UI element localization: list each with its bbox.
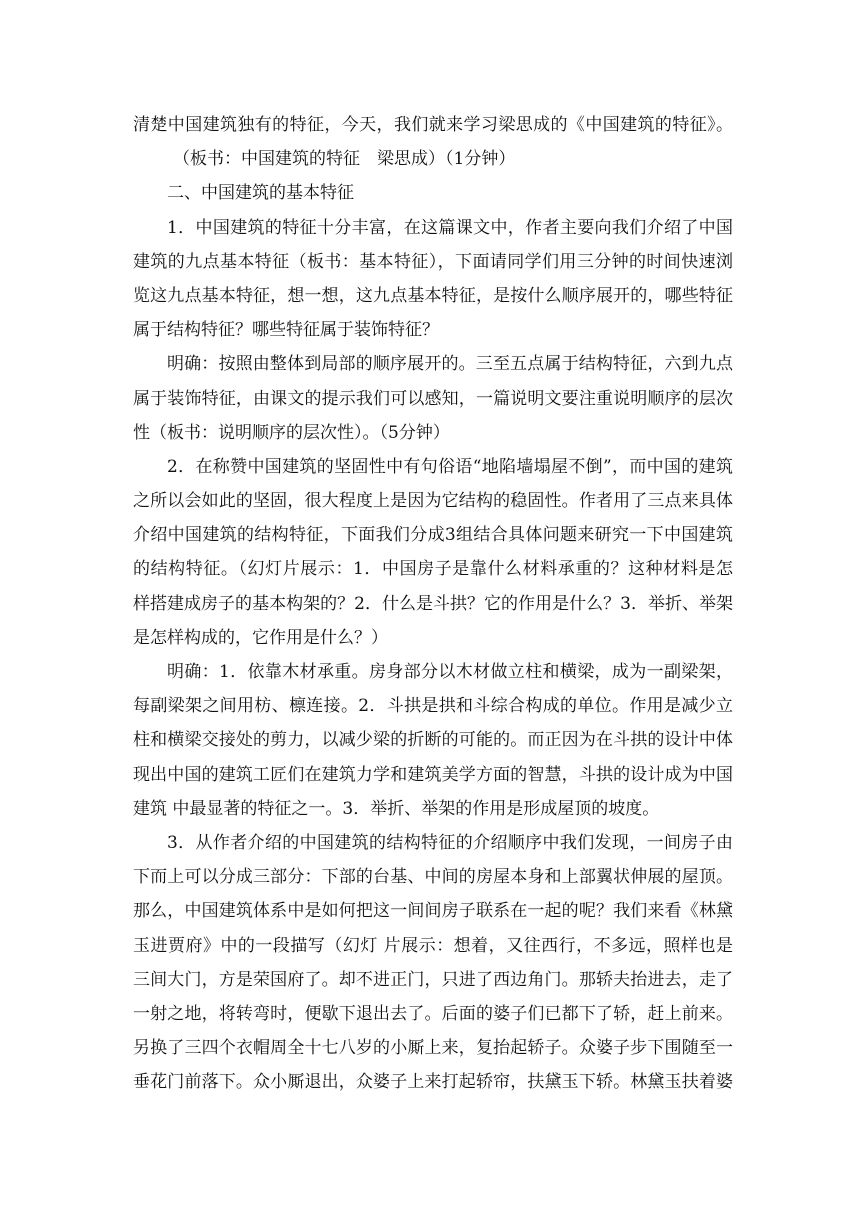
text-line: 那么，中国建筑体系中是如何把这一间间房子联系在一起的呢？我们来看《林黛 — [133, 901, 733, 922]
text-line: 介绍中国建筑的结构特征，下面我们分成3组结合具体问题来研究一下中国建筑 — [133, 525, 733, 546]
text-line: 三间大门，方是荣国府了。却不进正门，只进了西边角门。那轿夫抬进去，走了 — [133, 969, 733, 990]
text-line: 垂花门前落下。众小厮退出，众婆子上来打起轿帘，扶黛玉下轿。林黛玉扶着婆 — [133, 1072, 733, 1093]
text-line: 另换了三四个衣帽周全十七八岁的小厮上来，复抬起轿子。众婆子步下围随至一 — [133, 1038, 733, 1059]
text-line: 下而上可以分成三部分：下部的台基、中间的房屋本身和上部翼状伸展的屋顶。 — [133, 867, 733, 888]
text-line: 是怎样构成的，它作用是什么？） — [133, 627, 388, 648]
text-line: 清楚中国建筑独有的特征，今天，我们就来学习梁思成的《中国建筑的特征》。 — [133, 115, 733, 135]
text-line: 3．从作者介绍的中国建筑的结构特征的介绍顺序中我们发现，一间房子由 — [167, 832, 733, 853]
section-heading: 二、中国建筑的基本特征 — [167, 183, 354, 204]
text-line: 每副梁架之间用枋、檩连接。2．斗拱是拱和斗综合构成的单位。作用是减少立 — [133, 696, 733, 717]
text-line: 建筑 中最显著的特征之一。3．举折、举架的作用是形成屋顶的坡度。 — [133, 798, 660, 819]
text-line: 柱和横梁交接处的剪力，以减少梁的折断的可能的。而正因为在斗拱的设计中体 — [133, 730, 733, 751]
text-line: 2．在称赞中国建筑的坚固性中有句俗语“地陷墙塌屋不倒”，而中国的建筑 — [167, 456, 733, 477]
text-line: 现出中国的建筑工匠们在建筑力学和建筑美学方面的智慧，斗拱的设计成为中国 — [133, 764, 733, 785]
text-line: 性（板书：说明顺序的层次性）。（5分钟） — [133, 422, 450, 443]
text-line: 1．中国建筑的特征十分丰富，在这篇课文中，作者主要向我们介绍了中国 — [167, 217, 733, 238]
text-line: 属于装饰特征，由课文的提示我们可以感知，一篇说明文要注重说明顺序的层次 — [133, 388, 733, 409]
text-line: 之所以会如此的坚固，很大程度上是因为它结构的稳固性。作者用了三点来具体 — [133, 491, 733, 512]
text-line: 的结构特征。（幻灯片展示：1．中国房子是靠什么材料承重的？这种材料是怎 — [133, 559, 733, 580]
blackboard-note-line: （板书：中国建筑的特征 梁思成）（1分钟） — [173, 149, 516, 170]
text-line: 属于结构特征？哪些特征属于装饰特征？ — [133, 320, 439, 341]
text-line: 样搭建成房子的基本构架的？2．什么是斗拱？它的作用是什么？3．举折、举架 — [133, 593, 733, 614]
text-line: 玉进贾府》中的一段描写（幻灯 片展示：想着，又往西行，不多远，照样也是 — [133, 935, 733, 956]
text-line: 明确：1．依靠木材承重。房身部分以木材做立柱和横梁，成为一副梁架， — [167, 662, 733, 682]
text-line: 一射之地，将转弯时，便歇下退出去了。后面的婆子们已都下了轿，赶上前来。 — [133, 1003, 733, 1024]
text-line: 览这九点基本特征，想一想，这九点基本特征，是按什么顺序展开的，哪些特征 — [133, 285, 733, 306]
text-line: 建筑的九点基本特征（板书：基本特征），下面请同学们用三分钟的时间快速浏 — [133, 251, 733, 272]
body-text — [133, 108, 733, 1099]
text-line: 明确：按照由整体到局部的顺序展开的。三至五点属于结构特征，六到九点 — [167, 354, 733, 375]
